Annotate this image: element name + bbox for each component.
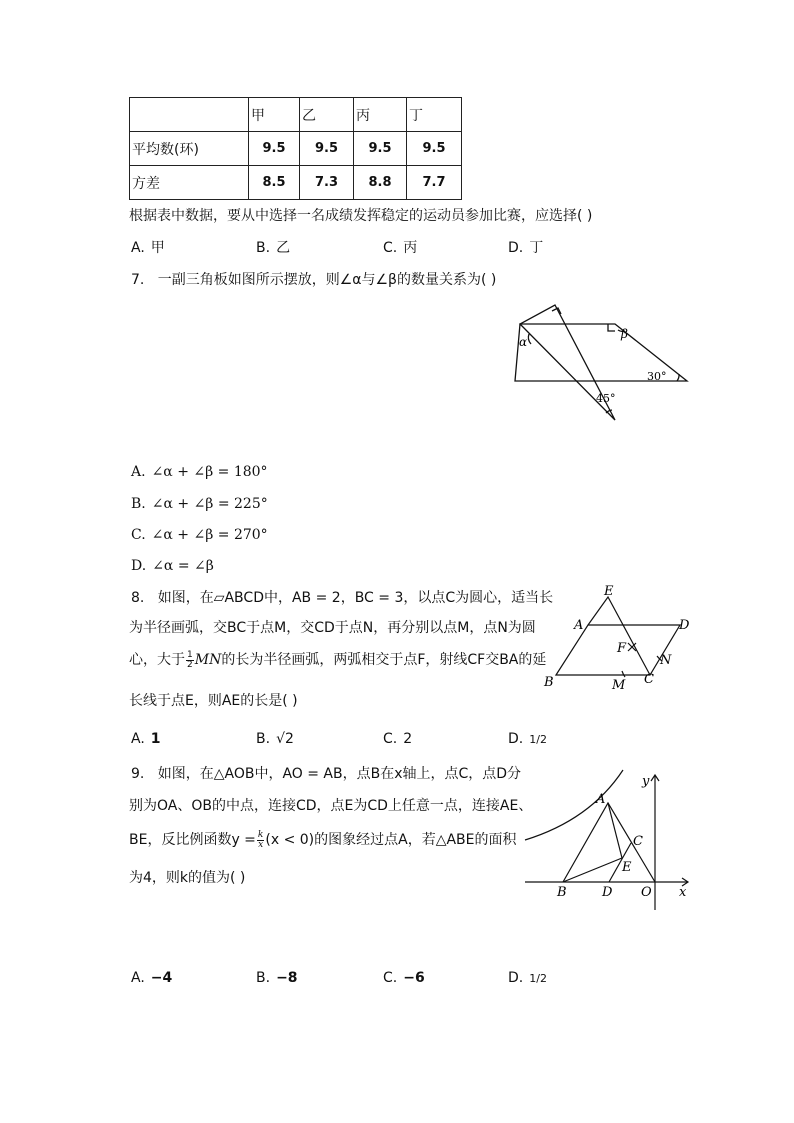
q8-stem-line-3: [129, 650, 546, 670]
option-text: 1/2: [529, 972, 547, 985]
table-row: [130, 166, 462, 200]
q9-option-a[interactable]: [131, 968, 172, 988]
q8-option-c[interactable]: [383, 729, 412, 749]
option-label: B.: [131, 496, 146, 512]
parallelogram-figure: [540, 585, 700, 695]
q8-option-a[interactable]: [131, 729, 161, 749]
q9-option-d[interactable]: [508, 968, 547, 989]
table-header-cell: 丁: [407, 98, 462, 132]
q8-option-d[interactable]: [508, 729, 547, 750]
q7-stem-line: [131, 270, 496, 290]
right-angle-mark: [608, 324, 615, 331]
fraction-one-half: [186, 651, 194, 670]
fraction-denominator: 2: [187, 659, 193, 670]
table-cell: 8.5: [249, 166, 300, 200]
table-header-row: [130, 98, 462, 132]
fraction-denominator: x: [258, 839, 264, 850]
table-cell: 9.5: [249, 132, 300, 166]
table-header-cell: 甲: [249, 98, 300, 132]
alpha-label: α: [519, 335, 528, 349]
option-text: −4: [150, 970, 173, 986]
q9-option-b[interactable]: [256, 968, 298, 988]
label-d: D: [602, 885, 613, 900]
option-text: √2: [276, 731, 294, 747]
fraction-numerator: k: [257, 829, 264, 840]
option-label: C.: [383, 731, 398, 747]
table-cell: 7.3: [300, 166, 354, 200]
angle-45-label: 45°: [596, 392, 616, 405]
q6-option-d[interactable]: [508, 238, 543, 258]
q9-line-3-condition: (x < 0): [265, 832, 315, 848]
q9-line-2: 别为OA、OB的中点，连接CD，点E为CD上任意一点，连接AE、: [129, 798, 533, 814]
option-label: D.: [508, 970, 524, 986]
label-y: y: [642, 774, 650, 789]
q6-option-c[interactable]: [383, 238, 417, 258]
option-text: 1: [150, 731, 161, 747]
q9-line-4: 为4，则k的值为( ): [129, 870, 246, 886]
q8-line-2: 为半径画弧，交BC于点M，交CD于点N，再分别以点M，点N为圆: [129, 620, 536, 636]
row-label: 方差: [130, 166, 249, 200]
option-label: C.: [383, 970, 398, 986]
option-text: ∠α + ∠β = 270°: [151, 527, 268, 543]
label-f: F: [617, 641, 627, 656]
table-row: [130, 132, 462, 166]
option-text: 丙: [403, 240, 418, 256]
option-label: D.: [131, 558, 147, 574]
label-a: A: [574, 618, 584, 633]
label-e: E: [622, 860, 632, 875]
table-header-cell: [130, 98, 249, 132]
label-b: B: [557, 885, 567, 900]
fraction-k-over-x: [257, 831, 264, 850]
angle-30-arc: [677, 374, 679, 381]
q9-line-3-prefix: BE，反比例函数y =: [129, 832, 256, 848]
option-label: D.: [508, 731, 524, 747]
label-c: C: [633, 834, 643, 849]
option-label: A.: [131, 970, 145, 986]
table-cell: 7.7: [407, 166, 462, 200]
fraction-numerator: 1: [187, 649, 193, 660]
option-text: ∠α = ∠β: [152, 558, 214, 574]
question-number: 9.: [131, 766, 145, 782]
table-cell: 9.5: [407, 132, 462, 166]
q7-option-a[interactable]: [131, 462, 268, 482]
q9-line-3: 的图象经过点A，若△ABE的面积: [314, 832, 517, 848]
segment-be: [563, 858, 622, 882]
q7-option-d[interactable]: [131, 556, 214, 576]
arc-m: [622, 671, 625, 677]
q7-option-b[interactable]: [131, 494, 268, 514]
label-o: O: [641, 885, 652, 900]
q9-line-1: 如图，在△AOB中，AO = AB，点B在x轴上，点C，点D分: [157, 766, 522, 782]
q8-stem-line-1: [131, 588, 553, 608]
beta-label: β: [621, 327, 628, 341]
option-label: C.: [383, 240, 398, 256]
q9-option-c[interactable]: [383, 968, 425, 988]
option-text: 1/2: [529, 733, 547, 746]
table-header-cell: 乙: [300, 98, 354, 132]
table-cell: 9.5: [300, 132, 354, 166]
row-label: 平均数(环): [130, 132, 249, 166]
option-label: A.: [131, 731, 145, 747]
option-label: D.: [508, 240, 524, 256]
label-a: A: [596, 792, 606, 807]
option-text: 乙: [276, 240, 291, 256]
table-header-cell: 丙: [354, 98, 407, 132]
option-label: B.: [256, 731, 271, 747]
question-number: 8.: [131, 590, 145, 606]
triangle-set-figure: [505, 298, 695, 428]
q8-line-3-prefix: 心，大于: [129, 652, 185, 668]
q6-option-a[interactable]: [131, 238, 165, 258]
q8-line-1: 如图，在▱ABCD中，AB = 2，BC = 3，以点C为圆心，适当长: [157, 590, 554, 606]
option-label: A.: [131, 240, 145, 256]
option-text: 丁: [529, 240, 544, 256]
option-label: B.: [256, 240, 271, 256]
option-text: ∠α + ∠β = 180°: [151, 464, 268, 480]
option-text: −6: [403, 970, 425, 986]
q6-stem: 根据表中数据，要从中选择一名成绩发挥稳定的运动员参加比赛，应选择( ): [129, 208, 593, 224]
score-table: [129, 97, 462, 200]
label-e: E: [604, 585, 614, 599]
label-d: D: [679, 618, 690, 633]
segment-ae: [608, 803, 622, 858]
label-c: C: [644, 672, 654, 687]
q8-line-3-mn: MN: [194, 652, 222, 668]
option-label: C.: [131, 527, 146, 543]
q7-option-c[interactable]: [131, 525, 268, 545]
q8-option-b[interactable]: [256, 729, 294, 749]
option-text: 2: [403, 731, 413, 747]
q8-line-3: 的长为半径画弧，两弧相交于点F，射线CF交BA的延: [221, 652, 547, 668]
question-number: 7.: [131, 272, 145, 288]
q9-stem-line-3: [129, 830, 517, 850]
coordinate-figure: [520, 765, 700, 915]
option-text: 甲: [150, 240, 165, 256]
option-text: ∠α + ∠β = 225°: [151, 496, 268, 512]
label-b: B: [544, 675, 554, 690]
label-m: M: [612, 678, 626, 693]
q9-stem-line-1: [131, 764, 521, 784]
option-text: −8: [276, 970, 298, 986]
angle-30-label: 30°: [647, 370, 667, 383]
q7-stem: 一副三角板如图所示摆放，则∠α与∠β的数量关系为( ): [157, 272, 497, 288]
label-n: N: [660, 653, 672, 668]
table-cell: 8.8: [354, 166, 407, 200]
q8-line-4: 长线于点E，则AE的长是( ): [129, 693, 298, 709]
option-label: B.: [256, 970, 271, 986]
table-cell: 9.5: [354, 132, 407, 166]
label-x: x: [679, 885, 687, 900]
ray-ce-lines: [588, 597, 650, 675]
q6-option-b[interactable]: [256, 238, 290, 258]
option-label: A.: [131, 464, 146, 480]
